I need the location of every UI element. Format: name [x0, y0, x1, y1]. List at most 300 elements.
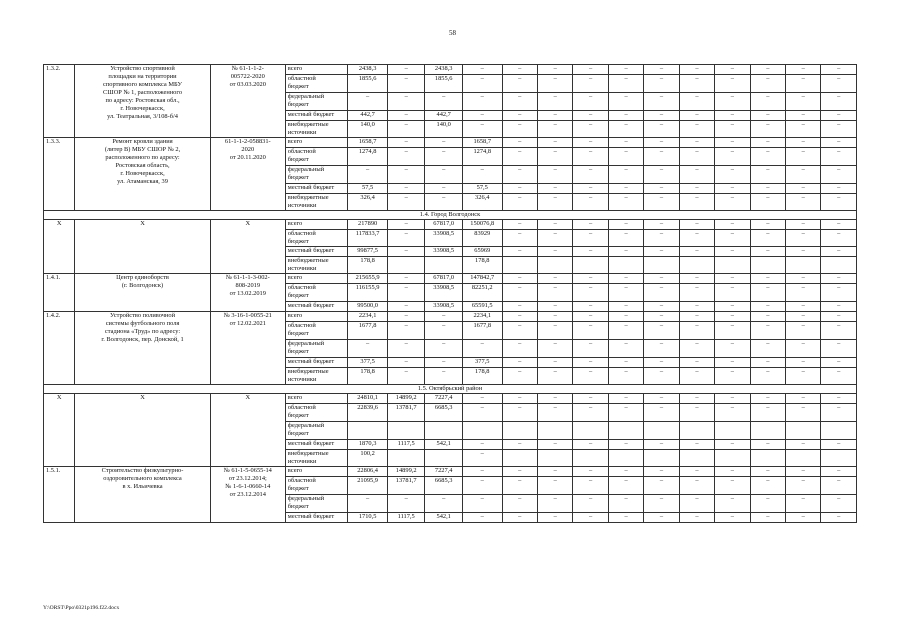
value-cell — [502, 422, 537, 440]
value-cell: – — [679, 93, 714, 111]
funding-source: областной бюджет — [285, 404, 348, 422]
value-cell: – — [573, 148, 608, 166]
value-cell: 178,8 — [462, 368, 502, 385]
value-cell: – — [644, 312, 679, 322]
table-row — [44, 394, 857, 404]
value-cell: – — [715, 513, 750, 523]
value-cell: – — [573, 358, 608, 368]
value-cell: – — [644, 65, 679, 75]
value-cell: 14899,2 — [387, 394, 425, 404]
value-cell: – — [573, 93, 608, 111]
value-cell: – — [608, 184, 643, 194]
value-cell: – — [537, 340, 572, 358]
value-cell: – — [679, 440, 714, 450]
value-cell: 150076,8 — [462, 220, 502, 230]
value-cell: – — [750, 65, 785, 75]
value-cell: – — [608, 166, 643, 184]
value-cell: – — [608, 358, 643, 368]
value-cell: – — [502, 467, 537, 477]
value-cell: – — [573, 513, 608, 523]
value-cell: – — [387, 166, 425, 184]
value-cell: – — [348, 93, 388, 111]
value-cell: – — [821, 404, 857, 422]
item-name: Ремонт кровли здания (литер В) МБУ СШОР № 2, расположенного по адресу: Ростовская область, г. Новочеркасск, ул. Атаманская, 39 — [75, 138, 211, 211]
value-cell: – — [821, 75, 857, 93]
value-cell: – — [750, 340, 785, 358]
value-cell: – — [750, 247, 785, 257]
value-cell: – — [750, 148, 785, 166]
value-cell: – — [679, 340, 714, 358]
value-cell: – — [715, 368, 750, 385]
value-cell: – — [750, 184, 785, 194]
value-cell: – — [502, 65, 537, 75]
value-cell: – — [644, 322, 679, 340]
value-cell: – — [462, 477, 502, 495]
value-cell: – — [715, 394, 750, 404]
value-cell: – — [502, 302, 537, 312]
value-cell: – — [502, 358, 537, 368]
value-cell: – — [537, 322, 572, 340]
value-cell: – — [608, 440, 643, 450]
item-document: № 61-1-1-3-002- 808-2019 от 13.02.2019 — [210, 274, 285, 312]
value-cell: – — [502, 194, 537, 211]
value-cell: – — [425, 148, 463, 166]
value-cell: – — [644, 166, 679, 184]
value-cell: – — [644, 93, 679, 111]
value-cell: 67817,0 — [425, 274, 463, 284]
value-cell: 33908,5 — [425, 284, 463, 302]
value-cell: – — [537, 404, 572, 422]
value-cell: – — [679, 404, 714, 422]
item-name: Центр единоборств (г. Волгодонск) — [75, 274, 211, 312]
funding-source: местный бюджет — [285, 184, 348, 194]
value-cell: – — [786, 111, 821, 121]
value-cell: – — [502, 477, 537, 495]
item-document: Х — [210, 220, 285, 274]
value-cell — [821, 450, 857, 467]
funding-source: местный бюджет — [285, 111, 348, 121]
value-cell: – — [387, 93, 425, 111]
value-cell: 100,2 — [348, 450, 388, 467]
value-cell: – — [425, 340, 463, 358]
value-cell: – — [786, 368, 821, 385]
value-cell — [715, 422, 750, 440]
value-cell: – — [537, 495, 572, 513]
value-cell: – — [715, 230, 750, 247]
value-cell — [679, 450, 714, 467]
value-cell: – — [750, 358, 785, 368]
item-name: Устройство спортивной площадки на территории спортивного комплекса МБУ СШОР № 1, расположенного по адресу: Ростовская обл., г. Новочеркасск, ул. Театральная, 3/108-б/4 — [75, 65, 211, 138]
funding-source: внебюджетные источники — [285, 121, 348, 138]
item-number: 1.4.1. — [44, 274, 75, 312]
value-cell: – — [573, 495, 608, 513]
budget-table — [43, 64, 857, 523]
value-cell: 178,8 — [462, 257, 502, 274]
value-cell: – — [821, 65, 857, 75]
value-cell: – — [786, 247, 821, 257]
value-cell: – — [537, 111, 572, 121]
value-cell: – — [608, 247, 643, 257]
value-cell: – — [821, 111, 857, 121]
value-cell: – — [387, 230, 425, 247]
value-cell: – — [462, 450, 502, 467]
value-cell: 178,8 — [348, 257, 388, 274]
value-cell: – — [537, 166, 572, 184]
value-cell: – — [715, 121, 750, 138]
value-cell — [786, 422, 821, 440]
value-cell: – — [644, 194, 679, 211]
value-cell: – — [750, 75, 785, 93]
value-cell: – — [573, 477, 608, 495]
value-cell: 178,8 — [348, 368, 388, 385]
value-cell — [425, 257, 463, 274]
value-cell — [786, 257, 821, 274]
value-cell: – — [750, 230, 785, 247]
table-row — [44, 220, 857, 230]
funding-source: федеральный бюджет — [285, 93, 348, 111]
value-cell: – — [644, 148, 679, 166]
value-cell: – — [821, 394, 857, 404]
value-cell: – — [387, 340, 425, 358]
value-cell: – — [425, 322, 463, 340]
value-cell: – — [462, 93, 502, 111]
value-cell: – — [502, 368, 537, 385]
funding-source: местный бюджет — [285, 358, 348, 368]
value-cell: 140,0 — [425, 121, 463, 138]
value-cell: – — [679, 75, 714, 93]
value-cell: – — [679, 166, 714, 184]
value-cell: – — [573, 440, 608, 450]
value-cell: – — [573, 230, 608, 247]
value-cell: – — [537, 93, 572, 111]
table-row — [44, 467, 857, 477]
value-cell: – — [462, 513, 502, 523]
value-cell: – — [608, 495, 643, 513]
value-cell: – — [537, 302, 572, 312]
value-cell: – — [679, 194, 714, 211]
value-cell: – — [679, 65, 714, 75]
value-cell: 377,5 — [348, 358, 388, 368]
value-cell: – — [573, 121, 608, 138]
value-cell: – — [537, 394, 572, 404]
value-cell: – — [821, 184, 857, 194]
value-cell: – — [786, 230, 821, 247]
value-cell: – — [537, 513, 572, 523]
funding-source: внебюджетные источники — [285, 450, 348, 467]
value-cell: 140,0 — [348, 121, 388, 138]
value-cell: 542,1 — [425, 513, 463, 523]
value-cell: – — [786, 194, 821, 211]
section-title: 1.5. Октябрьский район — [44, 385, 857, 394]
value-cell: 6685,3 — [425, 404, 463, 422]
value-cell — [502, 257, 537, 274]
value-cell: 442,7 — [348, 111, 388, 121]
value-cell: – — [573, 138, 608, 148]
value-cell — [608, 257, 643, 274]
value-cell: – — [348, 166, 388, 184]
value-cell: – — [537, 184, 572, 194]
value-cell — [502, 450, 537, 467]
value-cell: – — [537, 368, 572, 385]
value-cell: – — [608, 284, 643, 302]
value-cell — [537, 257, 572, 274]
value-cell: 22806,4 — [348, 467, 388, 477]
value-cell: 14899,2 — [387, 467, 425, 477]
value-cell: – — [821, 284, 857, 302]
funding-source: всего — [285, 394, 348, 404]
value-cell: – — [537, 440, 572, 450]
value-cell: – — [387, 111, 425, 121]
value-cell: 33908,5 — [425, 302, 463, 312]
value-cell: – — [502, 75, 537, 93]
table-row — [44, 138, 857, 148]
value-cell: – — [537, 194, 572, 211]
value-cell: – — [715, 194, 750, 211]
value-cell: – — [387, 274, 425, 284]
page-number: 58 — [449, 29, 456, 37]
value-cell: 1870,3 — [348, 440, 388, 450]
value-cell: – — [573, 166, 608, 184]
value-cell: – — [786, 166, 821, 184]
value-cell: – — [679, 495, 714, 513]
value-cell: – — [679, 284, 714, 302]
value-cell: – — [502, 230, 537, 247]
value-cell: – — [644, 467, 679, 477]
table-row — [44, 65, 857, 75]
item-number: 1.5.1. — [44, 467, 75, 523]
value-cell: – — [608, 340, 643, 358]
value-cell: – — [715, 477, 750, 495]
value-cell: 2234,1 — [462, 312, 502, 322]
value-cell: – — [786, 467, 821, 477]
value-cell: – — [537, 220, 572, 230]
value-cell: – — [573, 184, 608, 194]
value-cell: 24810,1 — [348, 394, 388, 404]
value-cell: – — [608, 513, 643, 523]
value-cell: – — [715, 93, 750, 111]
value-cell: – — [786, 274, 821, 284]
value-cell: 1710,5 — [348, 513, 388, 523]
value-cell: – — [573, 220, 608, 230]
value-cell: – — [715, 440, 750, 450]
value-cell: – — [502, 166, 537, 184]
value-cell: – — [502, 93, 537, 111]
funding-source: всего — [285, 274, 348, 284]
value-cell: 1677,8 — [462, 322, 502, 340]
value-cell: – — [715, 312, 750, 322]
value-cell — [387, 257, 425, 274]
value-cell: – — [786, 513, 821, 523]
value-cell: 1117,5 — [387, 440, 425, 450]
value-cell: – — [462, 394, 502, 404]
value-cell: – — [537, 358, 572, 368]
value-cell: – — [573, 394, 608, 404]
value-cell: – — [786, 284, 821, 302]
value-cell: – — [502, 148, 537, 166]
value-cell: – — [573, 467, 608, 477]
value-cell: – — [387, 495, 425, 513]
value-cell: – — [786, 495, 821, 513]
value-cell: – — [573, 194, 608, 211]
value-cell: – — [608, 93, 643, 111]
value-cell: – — [750, 404, 785, 422]
value-cell: – — [644, 340, 679, 358]
value-cell: – — [644, 495, 679, 513]
item-name: Х — [75, 394, 211, 467]
value-cell: – — [348, 340, 388, 358]
value-cell: – — [573, 404, 608, 422]
value-cell: – — [750, 138, 785, 148]
value-cell: – — [608, 404, 643, 422]
value-cell: – — [750, 166, 785, 184]
value-cell: – — [750, 220, 785, 230]
value-cell: – — [786, 477, 821, 495]
value-cell: – — [425, 93, 463, 111]
value-cell — [573, 257, 608, 274]
value-cell: – — [387, 220, 425, 230]
value-cell: 217890 — [348, 220, 388, 230]
value-cell: – — [644, 302, 679, 312]
value-cell: – — [573, 368, 608, 385]
value-cell: – — [786, 148, 821, 166]
value-cell: – — [387, 194, 425, 211]
value-cell: – — [786, 184, 821, 194]
value-cell — [608, 450, 643, 467]
value-cell: – — [679, 477, 714, 495]
value-cell: 326,4 — [348, 194, 388, 211]
value-cell: – — [821, 274, 857, 284]
value-cell: 57,5 — [462, 184, 502, 194]
value-cell: – — [715, 65, 750, 75]
value-cell — [715, 257, 750, 274]
value-cell: – — [573, 274, 608, 284]
value-cell: – — [387, 121, 425, 138]
value-cell: 2438,3 — [348, 65, 388, 75]
value-cell: – — [462, 495, 502, 513]
value-cell: – — [502, 513, 537, 523]
value-cell: – — [750, 513, 785, 523]
value-cell: – — [462, 404, 502, 422]
value-cell: – — [821, 495, 857, 513]
value-cell: – — [537, 247, 572, 257]
value-cell: – — [750, 495, 785, 513]
funding-source: федеральный бюджет — [285, 422, 348, 440]
value-cell: 22839,6 — [348, 404, 388, 422]
value-cell: – — [644, 358, 679, 368]
value-cell: – — [608, 111, 643, 121]
value-cell: – — [425, 138, 463, 148]
item-document: № 61-1-5-0655-14 от 23.12.2014; № 1-6-1-0660-14 от 23.12.2014 — [210, 467, 285, 523]
value-cell — [387, 450, 425, 467]
value-cell: 6685,3 — [425, 477, 463, 495]
value-cell: – — [679, 148, 714, 166]
value-cell: – — [608, 322, 643, 340]
funding-source: областной бюджет — [285, 284, 348, 302]
item-document: № 3-16-1-0055-21 от 12.02.2021 — [210, 312, 285, 385]
value-cell — [537, 422, 572, 440]
item-document: Х — [210, 394, 285, 467]
value-cell: 33908,5 — [425, 247, 463, 257]
value-cell: 326,4 — [462, 194, 502, 211]
value-cell: – — [715, 148, 750, 166]
value-cell: – — [644, 220, 679, 230]
value-cell: 13781,7 — [387, 404, 425, 422]
value-cell: – — [715, 302, 750, 312]
value-cell: – — [750, 322, 785, 340]
value-cell: – — [821, 340, 857, 358]
value-cell: – — [750, 440, 785, 450]
value-cell: – — [608, 220, 643, 230]
value-cell: – — [573, 340, 608, 358]
value-cell: – — [715, 184, 750, 194]
value-cell — [679, 422, 714, 440]
value-cell: – — [387, 358, 425, 368]
funding-source: внебюджетные источники — [285, 194, 348, 211]
funding-source: областной бюджет — [285, 148, 348, 166]
value-cell: – — [502, 404, 537, 422]
value-cell: – — [537, 312, 572, 322]
value-cell: – — [750, 121, 785, 138]
value-cell: – — [750, 477, 785, 495]
value-cell — [644, 422, 679, 440]
value-cell: – — [679, 138, 714, 148]
value-cell: – — [387, 302, 425, 312]
value-cell: – — [573, 302, 608, 312]
item-number: 1.3.3. — [44, 138, 75, 211]
value-cell: – — [679, 394, 714, 404]
value-cell: – — [462, 121, 502, 138]
value-cell: – — [786, 394, 821, 404]
value-cell: 7227,4 — [425, 467, 463, 477]
value-cell: 1658,7 — [462, 138, 502, 148]
value-cell: – — [821, 138, 857, 148]
value-cell: – — [608, 121, 643, 138]
value-cell: – — [573, 322, 608, 340]
value-cell: – — [644, 274, 679, 284]
value-cell: – — [608, 312, 643, 322]
value-cell — [821, 257, 857, 274]
value-cell — [750, 450, 785, 467]
value-cell: 99877,5 — [348, 247, 388, 257]
value-cell: – — [537, 138, 572, 148]
value-cell: 33908,5 — [425, 230, 463, 247]
value-cell: – — [502, 121, 537, 138]
value-cell: – — [644, 247, 679, 257]
value-cell: – — [425, 194, 463, 211]
value-cell: – — [786, 121, 821, 138]
item-number: Х — [44, 394, 75, 467]
value-cell: – — [750, 284, 785, 302]
value-cell: – — [425, 166, 463, 184]
value-cell — [462, 422, 502, 440]
value-cell: – — [715, 138, 750, 148]
value-cell: 67817,0 — [425, 220, 463, 230]
value-cell: – — [537, 121, 572, 138]
funding-source: всего — [285, 467, 348, 477]
value-cell: – — [715, 495, 750, 513]
value-cell: – — [821, 302, 857, 312]
value-cell: – — [387, 75, 425, 93]
value-cell: – — [644, 477, 679, 495]
value-cell: – — [786, 93, 821, 111]
table-body — [44, 65, 857, 523]
value-cell: – — [644, 284, 679, 302]
section-header-row — [44, 385, 857, 394]
value-cell: 21095,9 — [348, 477, 388, 495]
value-cell: 215655,9 — [348, 274, 388, 284]
value-cell: – — [425, 358, 463, 368]
item-name: Устройство поливочной системы футбольного поля стадиона «Труд» по адресу: г. Волгодонск, пер. Донской, 1 — [75, 312, 211, 385]
